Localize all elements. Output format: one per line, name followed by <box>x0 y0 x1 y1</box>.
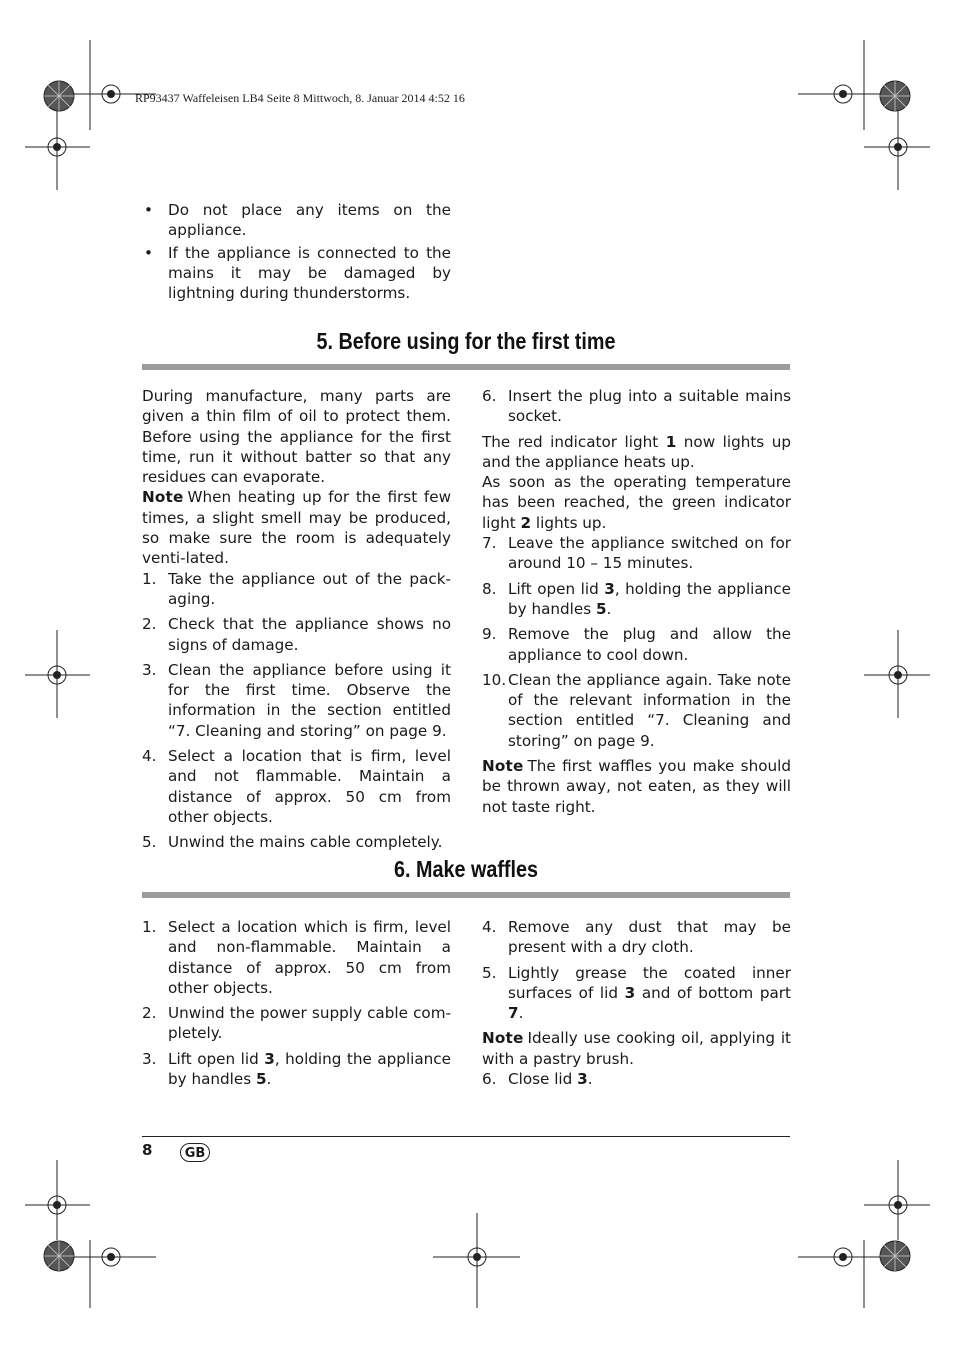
step-6-detail-1: The red indicator light 1 now lights up and the appliance heats up. <box>482 432 791 471</box>
step-2: 2. Check that the appliance shows no signs of damage. <box>142 615 451 654</box>
step-6-detail-2: As soon as the operating temperature has been reached, the green indicator light 2 lights up. <box>482 473 791 532</box>
section-divider <box>142 364 790 370</box>
step-1: 1. Select a location which is firm, level and non-flammable. Maintain a distance of approx. 50 cm from other objects. <box>142 918 451 997</box>
step-6: 6. Close lid 3. <box>482 1070 593 1089</box>
step-3: 3. Lift open lid 3, holding the appliance by handles 5. <box>142 1049 452 1089</box>
top-bullet-list <box>142 200 451 303</box>
step-5: 5. Lightly grease the coated inner surfaces of lid 3 and of bottom part 7. <box>482 963 791 1023</box>
section-6-heading: 6. Make waffles <box>393 856 539 882</box>
step-1: 1. Take the appliance out of the pack-aging. <box>142 569 451 608</box>
section-divider <box>142 892 790 898</box>
step-4: 4. Select a location that is firm, level and not flammable. Maintain a distance of approx. 50 cm from other objects. <box>142 747 451 826</box>
note-paragraph: Note When heating up for the first few times, a slight smell may be produced, so make sure the room is adequately venti-lated. <box>142 488 451 568</box>
step-9: 9. Remove the plug and allow the appliance to cool down. <box>482 625 791 664</box>
step-5: 5. Unwind the mains cable completely. <box>142 833 443 852</box>
step-8: 8. Lift open lid 3, holding the appliance by handles 5. <box>482 579 792 618</box>
print-slug-line: RP93437 Waffeleisen LB4 Seite 8 Mittwoch, 8. Januar 2014 4:52 16 <box>135 91 465 105</box>
step-7: 7. Leave the appliance switched on for around 10 – 15 minutes. <box>482 534 791 573</box>
section-6-right-column <box>482 917 791 1094</box>
step-6: 6. Insert the plug into a suitable mains socket. <box>482 387 791 426</box>
note-paragraph: Note The first waffles you make should be thrown away, not eaten, as they will not taste right. <box>482 757 791 816</box>
section-5-right-column <box>482 386 791 817</box>
note-paragraph: Note Ideally use cooking oil, applying it with a pastry brush. <box>482 1029 791 1068</box>
step-10: 10. Clean the appliance again. Take note of the relevant information in the section entitled “7. Cleaning and storing” on page 9. <box>482 670 791 750</box>
list-item: • Do not place any items on the appliance. <box>144 201 451 240</box>
section-5-heading: 5. Before using for the first time <box>316 328 616 354</box>
country-badge: GB <box>180 1143 210 1162</box>
section-5-left-column <box>142 386 451 858</box>
list-item: • If the appliance is connected to the mains it may be damaged by lightning during thunderstorms. <box>144 243 451 303</box>
step-3: 3. Clean the appliance before using it for the first time. Observe the information in the section entitled “7. Cleaning and storing” on page 9. <box>142 660 451 740</box>
intro-paragraph: During manufacture, many parts are given a thin film of oil to protect them. Before using the appliance for the first time, run it without batter so that any residues can evaporate. <box>142 387 451 487</box>
page-number: 8 <box>142 1141 153 1159</box>
section-6-left-column <box>142 917 451 1094</box>
footer-rule <box>142 1136 790 1137</box>
step-4: 4. Remove any dust that may be present with a dry cloth. <box>482 918 791 957</box>
step-2: 2. Unwind the power supply cable com-pletely. <box>142 1004 451 1043</box>
